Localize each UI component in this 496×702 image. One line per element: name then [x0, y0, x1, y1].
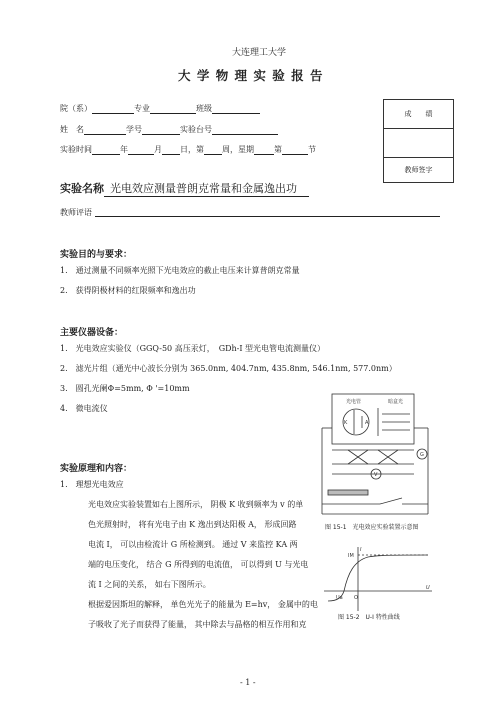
- info-row-2: [60, 124, 278, 135]
- info-row-3: [60, 144, 316, 155]
- purpose-heading: 实验目的与要求：: [60, 250, 133, 260]
- equipment-item-4: 4. 微电流仪: [60, 404, 108, 413]
- ui-curve: [328, 555, 428, 601]
- name-field[interactable]: [84, 125, 126, 135]
- principle-line-2: 色光照射时， 将有光电子由 K 逸出到达阳极 A， 形成回路: [88, 520, 297, 529]
- id-field[interactable]: [142, 125, 180, 135]
- week-field[interactable]: [204, 145, 222, 155]
- bench-label: 实验台号: [180, 125, 212, 134]
- teacher-sign-label: 教师签字: [384, 158, 454, 183]
- figure-2-caption: 图 15-2 U-I 特性曲线: [338, 614, 400, 621]
- principle-line-1: 光电效应实验装置如右上图所示， 阴极 K 收到频率为 v 的单: [88, 500, 304, 509]
- page-number: - 1 -: [240, 678, 256, 687]
- tube-label: 光电管: [346, 399, 362, 405]
- equipment-item-1: 1. 光电效应实验仪（GGQ-50 高压汞灯， GDh-I 型光电管电流测量仪）: [60, 344, 326, 353]
- dept-label: 院（系）: [60, 104, 92, 113]
- report-title: 大 学 物 理 实 验 报 告: [178, 68, 324, 83]
- month-field[interactable]: [128, 145, 154, 155]
- ui-curve-figure: [318, 543, 436, 615]
- shield-label: 暗盒光: [388, 399, 404, 405]
- year-field[interactable]: [92, 145, 120, 155]
- purpose-item-1: 1. 通过测量不同频率光照下光电效应的截止电压来计算普朗克常量: [60, 266, 300, 275]
- u-axis-label: U: [426, 585, 430, 591]
- score-table: [383, 99, 454, 183]
- dept-field[interactable]: [92, 104, 134, 114]
- cathode-label: K: [344, 420, 348, 426]
- year-label: 年: [120, 145, 128, 154]
- day-field[interactable]: [162, 145, 180, 155]
- month-label: 月: [154, 145, 162, 154]
- purpose-item-2: 2. 获得阴极材料的红限频率和逸出功: [60, 286, 196, 295]
- experiment-name-label: 实验名称: [60, 182, 104, 195]
- day-label: 日，第: [180, 145, 204, 154]
- experiment-name-row: [60, 180, 309, 197]
- week-label: 周，星期: [222, 145, 254, 154]
- id-label: 学号: [126, 125, 142, 134]
- rheostat: [328, 490, 368, 495]
- principle-line-3: 电流 I， 可以由检流计 G 所检测到。 通过 V 来监控 KA 两: [88, 540, 298, 549]
- equipment-item-3: 3. 圆孔光阑Φ=5mm, Φ '=10mm: [60, 384, 190, 393]
- weekday-field[interactable]: [254, 145, 274, 155]
- im-label: IM: [348, 553, 354, 559]
- i-axis-label: I: [360, 547, 362, 553]
- class-label: 班级: [196, 104, 212, 113]
- session-label: 节: [308, 145, 316, 154]
- principle-subheading: 1. 理想光电效应: [60, 480, 124, 489]
- major-field[interactable]: [150, 104, 196, 114]
- experiment-name-value: 光电效应测量普朗克常量和金属逸出功: [104, 180, 309, 197]
- class-field[interactable]: [212, 104, 260, 114]
- session-pre: 第: [274, 145, 282, 154]
- major-label: 专业: [134, 104, 150, 113]
- info-row-1: [60, 103, 260, 114]
- switch: [380, 498, 402, 504]
- teacher-comment-label: 教师评语: [60, 208, 92, 217]
- session-field[interactable]: [282, 145, 308, 155]
- galvanometer-label: G: [420, 452, 424, 458]
- principle-line-5: 流 I 之间的关系， 如右下图所示。: [88, 580, 211, 589]
- time-label: 实验时间: [60, 145, 92, 154]
- anode-label: A: [365, 420, 369, 426]
- name-label: 姓 名: [60, 125, 84, 134]
- teacher-comment-line[interactable]: [95, 216, 440, 217]
- principle-heading: 实验原理和内容：: [60, 464, 133, 474]
- figure-1-caption: 图 15-1 光电效应实验装置示意图: [325, 524, 419, 531]
- voltmeter-label: V: [374, 472, 378, 478]
- apparatus-figure: [318, 388, 436, 524]
- score-label: 成 绩: [384, 100, 454, 129]
- equipment-item-2: 2. 滤光片组（通光中心波长分别为 365.0nm, 404.7nm, 435.8nm, 546.1nm, 577.0nm）: [60, 364, 397, 373]
- score-cell[interactable]: [384, 129, 454, 158]
- origin-label: O: [354, 595, 358, 601]
- university-name: 大连理工大学: [232, 48, 287, 58]
- principle-line-6: 根据爱因斯坦的解释， 单色光光子的能量为 E=hv， 金属中的电: [88, 600, 318, 609]
- principle-line-4: 端的电压变化， 结合 G 所得到的电流值， 可以得到 U 与光电: [88, 560, 309, 569]
- principle-line-7: 子吸收了光子而获得了能量， 其中除去与晶格的相互作用和克: [88, 620, 307, 629]
- bench-field[interactable]: [212, 125, 278, 135]
- equipment-heading: 主要仪器设备：: [60, 328, 124, 338]
- ua-label: Ua: [336, 595, 343, 601]
